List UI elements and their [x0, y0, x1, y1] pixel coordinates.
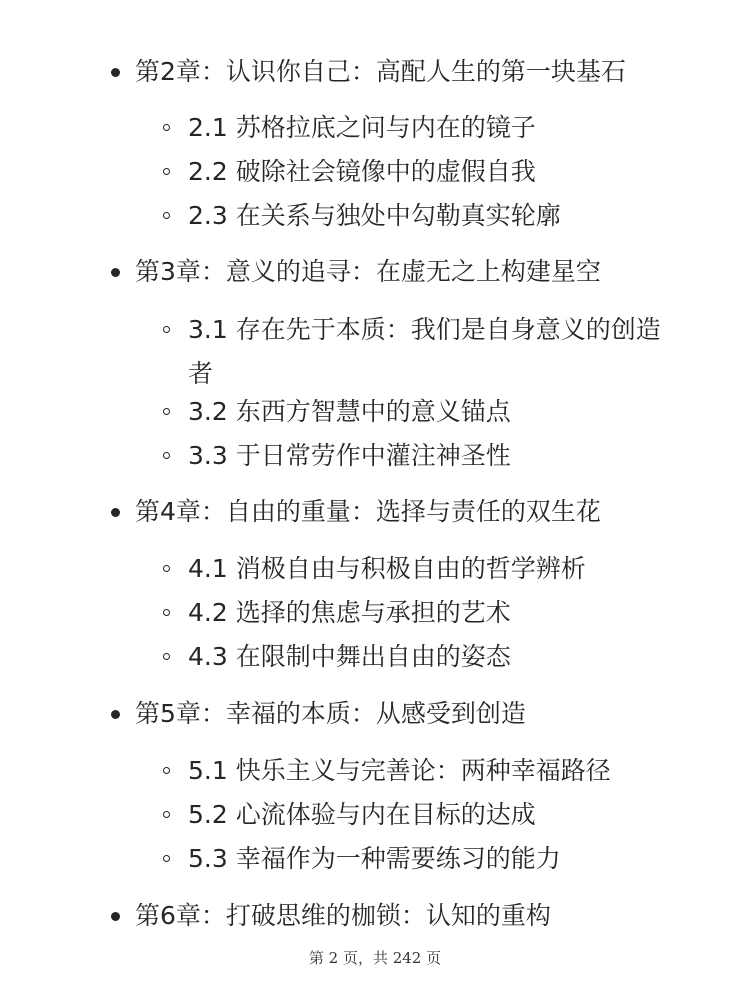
section-title: 2.3 在关系与独处中勾勒真实轮廓 [188, 201, 561, 230]
hollow-bullet-icon [163, 855, 170, 862]
chapter-title: 第3章：意义的追寻：在虚无之上构建星空 [135, 257, 601, 286]
section-title: 5.3 幸福作为一种需要练习的能力 [188, 844, 561, 873]
toc-section[interactable] [188, 749, 668, 793]
hollow-bullet-icon [163, 767, 170, 774]
toc-section[interactable] [188, 793, 668, 837]
toc-section[interactable] [188, 106, 668, 150]
toc-chapter[interactable] [135, 495, 695, 529]
section-title: 3.1 存在先于本质：我们是自身意义的创造者 [188, 315, 661, 388]
toc-chapter[interactable] [135, 697, 695, 731]
section-title: 4.2 选择的焦虑与承担的艺术 [188, 598, 511, 627]
toc-section[interactable] [188, 547, 668, 591]
chapter-title: 第5章：幸福的本质：从感受到创造 [135, 699, 526, 728]
hollow-bullet-icon [163, 811, 170, 818]
hollow-bullet-icon [163, 452, 170, 459]
section-title: 5.1 快乐主义与完善论：两种幸福路径 [188, 756, 611, 785]
page-number-footer: 第 2 页，共 242 页 [308, 949, 442, 967]
hollow-bullet-icon [163, 212, 170, 219]
hollow-bullet-icon [163, 565, 170, 572]
section-title: 4.3 在限制中舞出自由的姿态 [188, 642, 511, 671]
section-title: 5.2 心流体验与内在目标的达成 [188, 800, 536, 829]
hollow-bullet-icon [163, 168, 170, 175]
chapter-title: 第2章：认识你自己：高配人生的第一块基石 [135, 57, 626, 86]
toc-section[interactable] [188, 434, 668, 478]
bullet-icon [111, 268, 120, 277]
hollow-bullet-icon [163, 326, 170, 333]
toc-section[interactable] [188, 591, 668, 635]
toc-chapter[interactable] [135, 899, 695, 933]
toc-chapter[interactable] [135, 55, 695, 89]
section-title: 2.1 苏格拉底之问与内在的镜子 [188, 113, 536, 142]
hollow-bullet-icon [163, 124, 170, 131]
section-title: 3.3 于日常劳作中灌注神圣性 [188, 441, 511, 470]
bullet-icon [111, 912, 120, 921]
section-title: 2.2 破除社会镜像中的虚假自我 [188, 157, 536, 186]
hollow-bullet-icon [163, 408, 170, 415]
hollow-bullet-icon [163, 653, 170, 660]
toc-section[interactable] [188, 308, 668, 396]
toc-chapter[interactable] [135, 255, 695, 289]
bullet-icon [111, 710, 120, 719]
toc-section[interactable] [188, 635, 668, 679]
chapter-title: 第4章：自由的重量：选择与责任的双生花 [135, 497, 601, 526]
toc-section[interactable] [188, 837, 668, 881]
toc-section[interactable] [188, 390, 668, 434]
toc-section[interactable] [188, 194, 668, 238]
bullet-icon [111, 508, 120, 517]
section-title: 3.2 东西方智慧中的意义锚点 [188, 397, 511, 426]
hollow-bullet-icon [163, 609, 170, 616]
chapter-title: 第6章：打破思维的枷锁：认知的重构 [135, 901, 551, 930]
section-title: 4.1 消极自由与积极自由的哲学辨析 [188, 554, 586, 583]
toc-section[interactable] [188, 150, 668, 194]
bullet-icon [111, 68, 120, 77]
